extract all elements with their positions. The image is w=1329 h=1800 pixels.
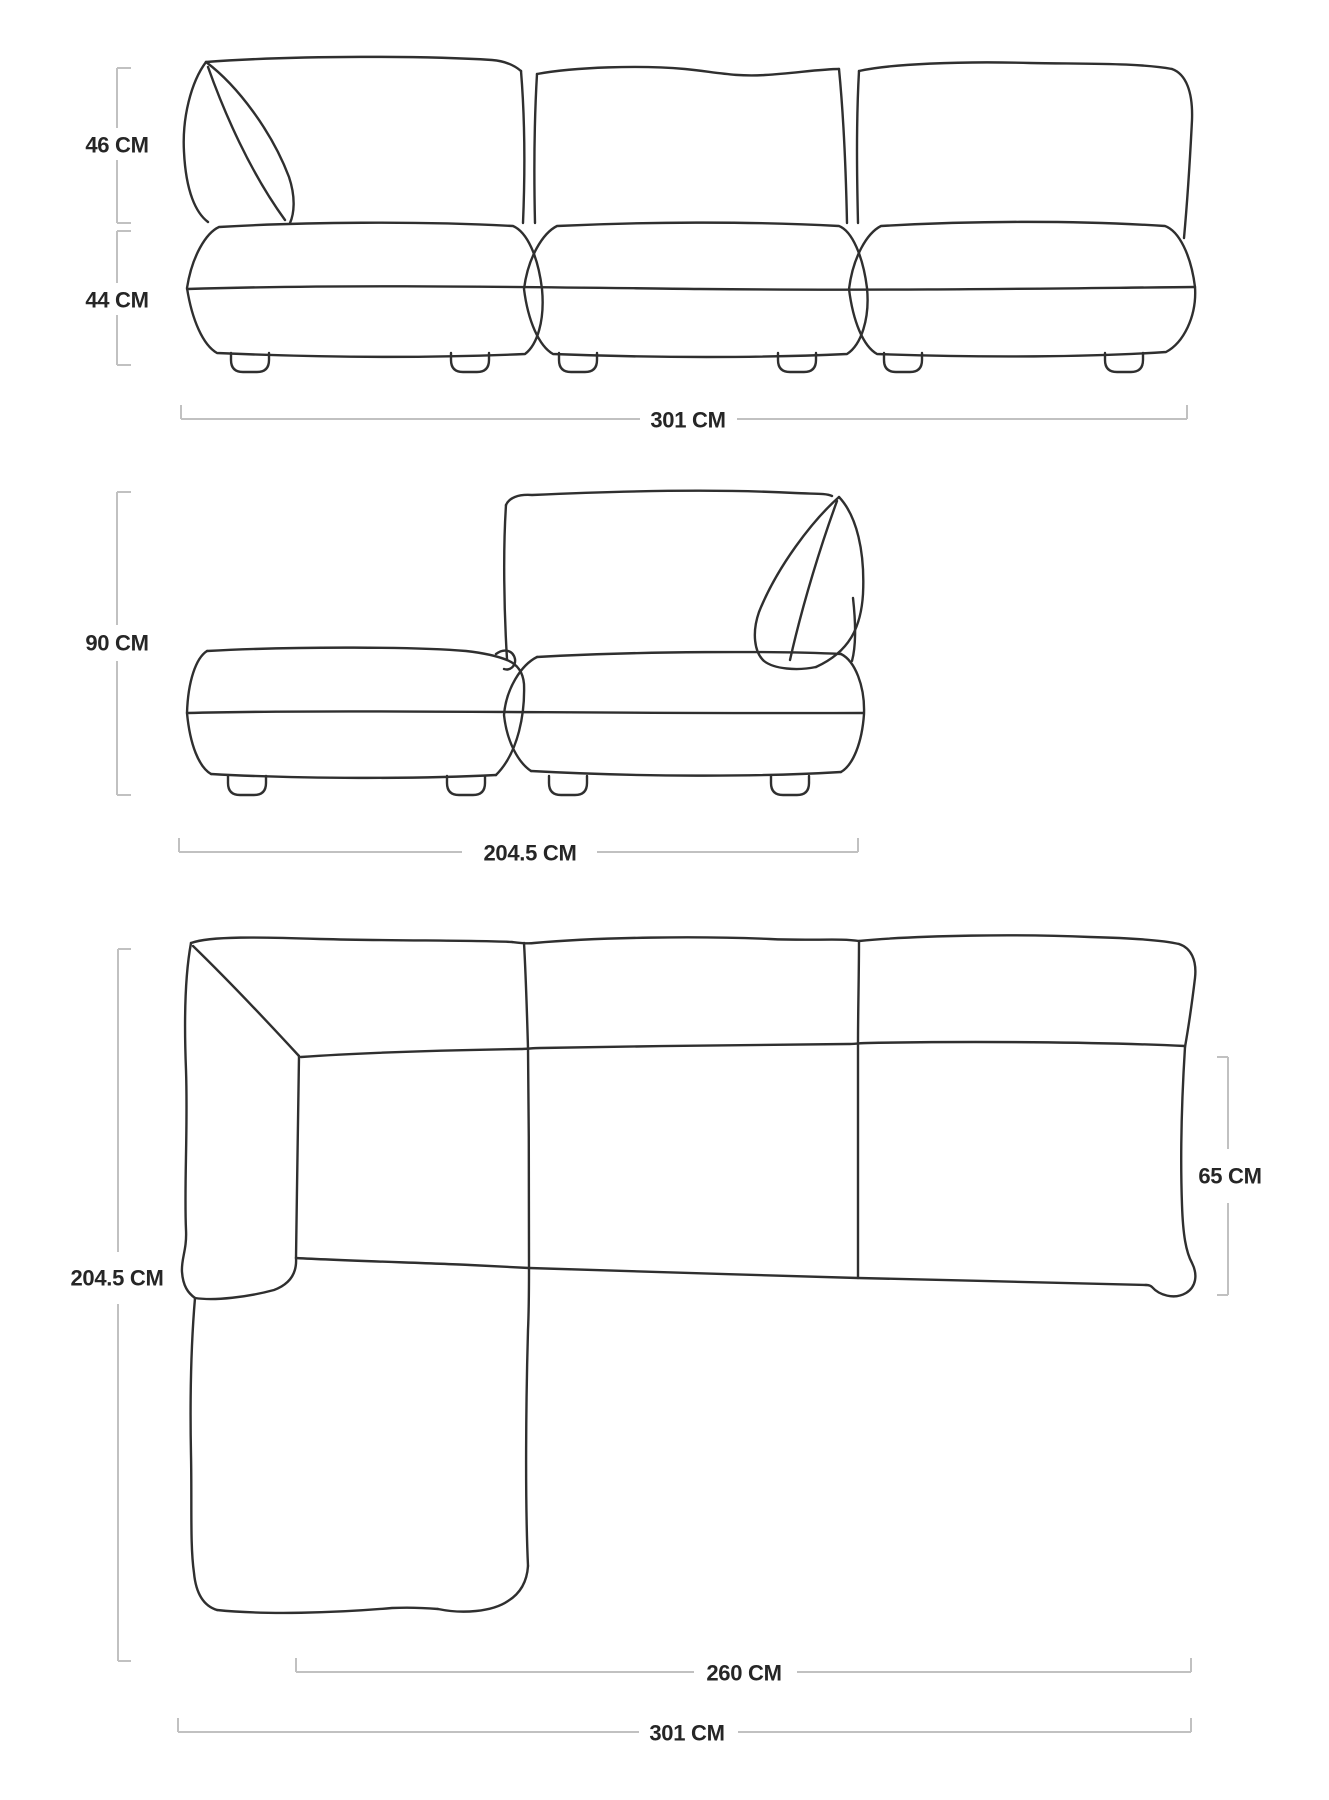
inner-width-label: 260 CM [706,1660,782,1686]
chaise-left-edge [191,1298,217,1610]
back-cushion [504,505,507,659]
back-cushion [534,74,537,223]
corner-pillow [206,62,294,223]
back-cushion [506,491,832,505]
back-cushion [206,57,521,71]
diagram-corner-sofa-top [71,935,1262,1745]
sofa-foot [447,776,485,795]
back-cushion [857,71,859,223]
back-cushion-seam [858,941,859,1043]
sofa-foot [771,776,809,795]
module-depth-label: 65 CM [1198,1163,1262,1189]
left-strip-bottom [195,1258,296,1299]
back-strip-outer-edge [191,935,1179,944]
seat-front-edge [296,1258,1146,1285]
left-strip-inner-edge [296,1056,299,1258]
seat-seam [528,1048,529,1268]
chaise-right-edge [526,1268,529,1566]
corner-diagonal-seam [193,946,299,1056]
corner-seat [531,771,841,776]
seat-mid-seam [187,711,863,713]
back-strip-right-edge [1179,944,1195,1047]
back-cushion [1172,69,1192,238]
total-width-label: 301 CM [649,1720,725,1746]
back-cushion [537,67,839,75]
diagram-three-module-front [85,57,1195,433]
seat-height-label: 44 CM [85,287,149,313]
corner-pillow [755,497,839,669]
total-width-label: 301 CM [650,407,726,433]
back-cushion [859,62,1172,71]
corner-pillow [816,497,863,667]
back-cushion-seam [524,943,528,1048]
back-height-label: 46 CM [85,132,149,158]
chaise-seat [496,660,524,775]
sofa-foot [228,776,266,795]
back-cushion [521,71,524,223]
sofa-right-edge [1146,1047,1195,1296]
corner-pillow [184,62,208,222]
depth-bracket [118,949,131,1661]
total-depth-label: 204.5 CM [70,1265,164,1291]
total-width-label: 204.5 CM [483,840,577,866]
back-cushion [839,69,847,223]
chaise-seat [207,648,507,660]
back-strip-inner-edge [301,1042,1185,1057]
chaise-bottom-corner [438,1566,528,1612]
total-height-label: 90 CM [85,630,149,656]
left-strip-outer-edge [182,943,195,1298]
corner-seat [537,652,841,657]
chaise-bottom-edge [217,1608,438,1613]
seat-cushion [187,223,543,357]
chaise-seat [211,774,496,778]
diagram-chaise-corner-front [85,491,864,866]
sofa-foot [549,776,587,795]
seat-mid-seam [187,286,1195,289]
